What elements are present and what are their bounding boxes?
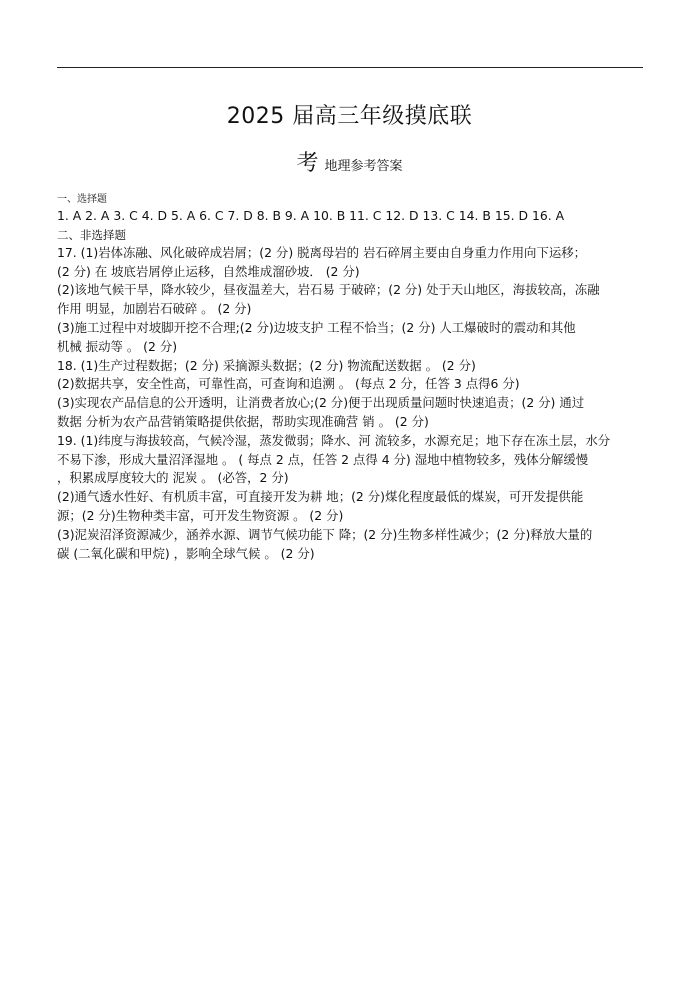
answer-body	[57, 193, 643, 563]
top-rule	[57, 67, 643, 68]
answer-line: 18. (1)生产过程数据；(2 分) 采摘源头数据；(2 分) 物流配送数据 。 (2 分)	[57, 357, 476, 373]
answer-line: (2)通气透水性好、有机质丰富，可直接开发为耕 地；(2 分)煤化程度最低的煤炭，可开发提供能	[57, 489, 584, 505]
section-heading: 一、选择题	[57, 194, 107, 205]
answer-line: (3)泥炭沼泽资源减少，涵养水源、调节气候功能下 降；(2 分)生物多样性减少；(2 分)释放大量的	[57, 526, 593, 542]
answer-line: 机械 振动等 。 (2 分)	[57, 338, 178, 354]
answer-line: 碳 (二氧化碳和甲烷) ，影响全球气候 。 (2 分)	[57, 545, 315, 561]
answer-line: (2 分) 在 坡底岩屑停止运移，自然堆成溜砂坡． (2 分)	[57, 263, 360, 279]
answer-line: 数据 分析为农产品营销策略提供依据，帮助实现准确营 销 。 (2 分)	[57, 413, 429, 429]
answer-line: (3)施工过程中对坡脚开挖不合理;(2 分)边坡支护 工程不恰当；(2 分) 人工爆破时的震动和其他	[57, 319, 576, 335]
answer-line: (2)该地气候干旱，降水较少，昼夜温差大，岩石易 于破碎；(2 分) 处于天山地区，海拔较高，冻融	[57, 282, 600, 298]
answer-line: 源；(2 分)生物种类丰富，可开发生物资源 。 (2 分)	[57, 507, 344, 523]
answer-line: (2)数据共享，安全性高，可靠性高，可查询和追溯 。 (每点 2 分，任答 3 点得6 分)	[57, 376, 520, 392]
subtitle-text: 地理参考答案	[324, 159, 403, 174]
section-heading: 二、非选择题	[57, 227, 126, 242]
subtitle-big-char: 考	[296, 151, 319, 176]
answer-line: ，积累成厚度较大的 泥炭 。 (必答，2 分)	[57, 470, 289, 486]
answer-line: 17. (1)岩体冻融、风化破碎成岩屑；(2 分) 脱离母岩的 岩石碎屑主要由自身重力作用向下运移；	[57, 244, 587, 260]
answer-line: 19. (1)纬度与海拔较高，气候冷湿，蒸发微弱；降水、河 流较多，水源充足；地下存在冻土层，水分	[57, 432, 611, 448]
answer-line: 作用 明显，加剧岩石破碎 。 (2 分)	[57, 301, 252, 317]
page-title: 2025 届高三年级摸底联	[226, 104, 473, 129]
page-subtitle	[0, 146, 699, 177]
answer-line: (3)实现农产品信息的公开透明，让消费者放心;(2 分)便于出现质量问题时快速追责；(2 分) 通过	[57, 395, 585, 411]
answer-line: 1. A 2. A 3. C 4. D 5. A 6. C 7. D 8. B 9. A 10. B 11. C 12. D 13. C 14. B 15. D 16. A	[57, 208, 565, 223]
answer-line: 不易下渗，形成大量沼泽湿地 。 ( 每点 2 点，任答 2 点得 4 分) 湿地中植物较多，残体分解缓慢	[57, 451, 589, 467]
